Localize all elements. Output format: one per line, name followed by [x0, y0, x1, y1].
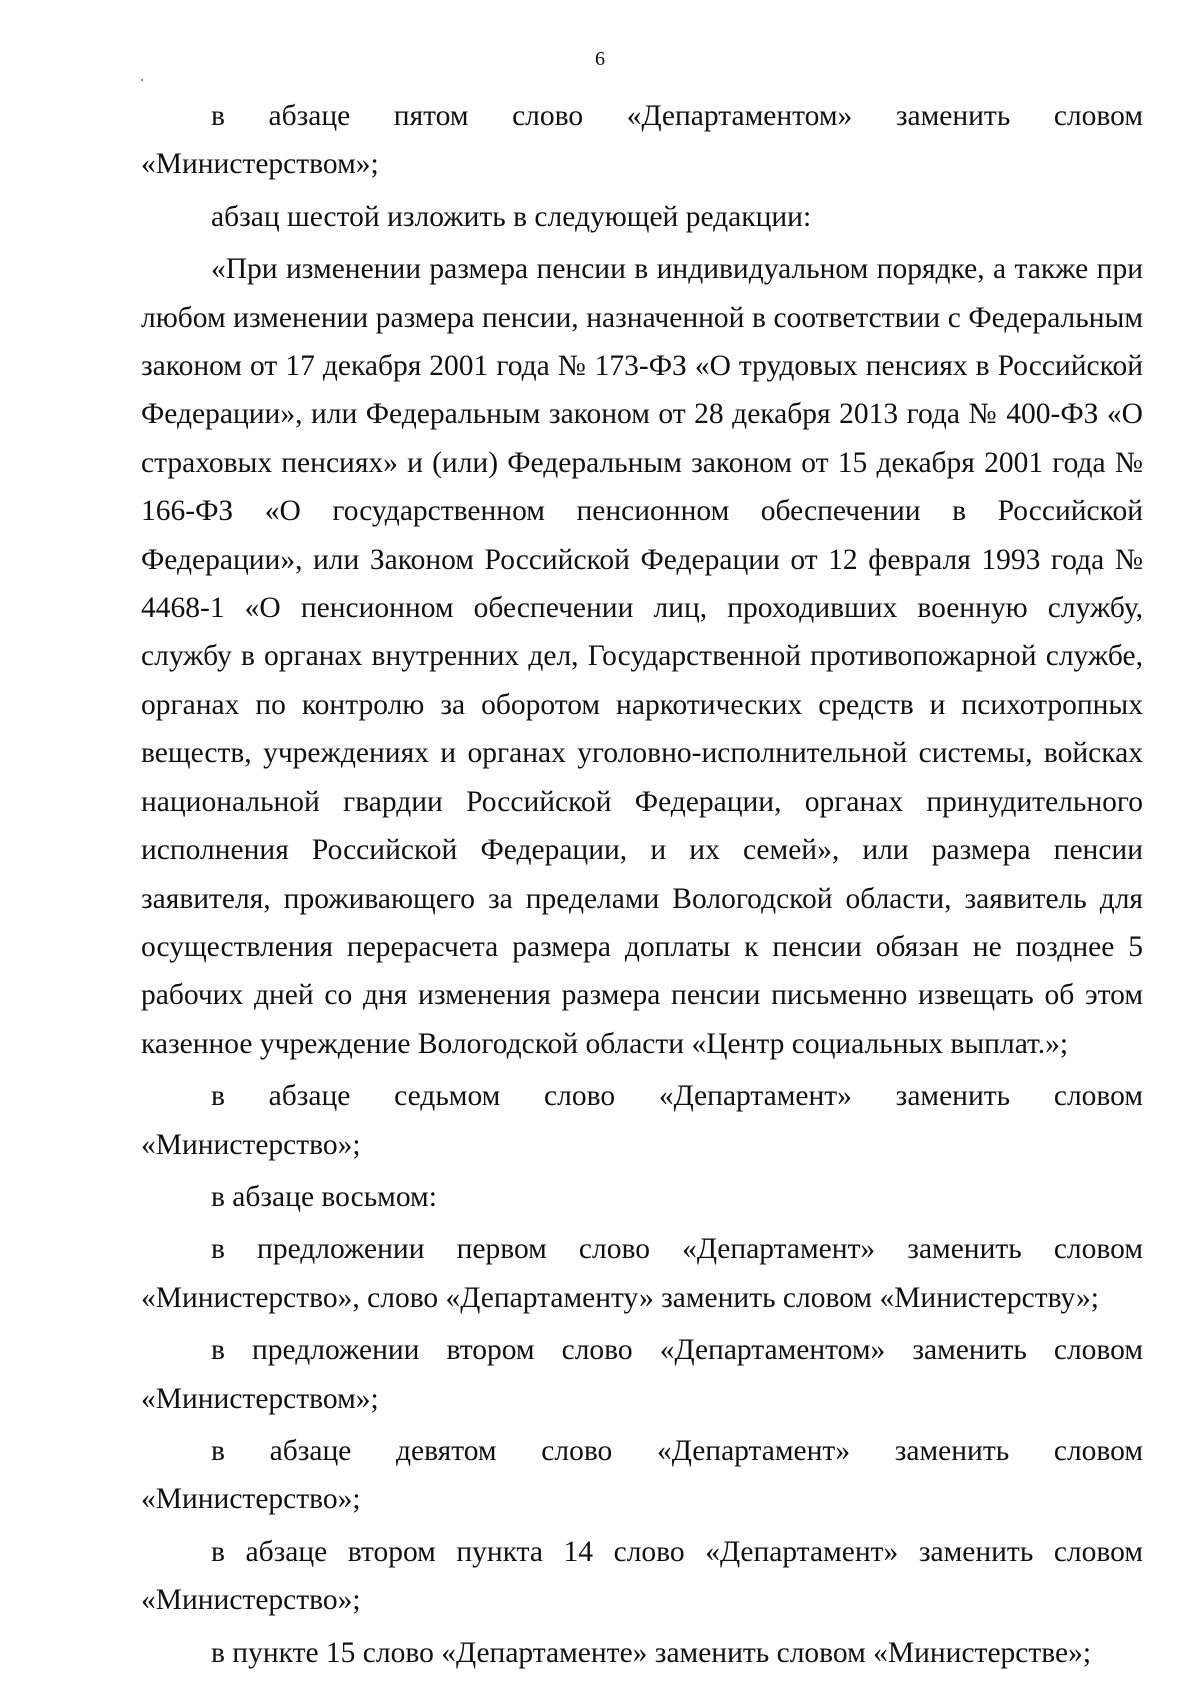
paragraph: в предложении первом слово «Департамент» заменить словом «Министерство», слово «Департаменту» заменить словом «Министерству»; [141, 1233, 1143, 1314]
document-body [141, 92, 1143, 1677]
paragraph: в абзаце втором пункта 14 слово «Департамент» заменить словом «Министерство»; [141, 1535, 1143, 1617]
paragraph: в абзаце восьмом: [211, 1180, 437, 1213]
paragraph: в абзаце седьмом слово «Департамент» заменить словом «Министерство»; [141, 1080, 1143, 1161]
paragraph: в абзаце пятом слово «Департаментом» заменить словом «Министерством»; [141, 100, 1143, 181]
paragraph: в пункте 15 слово «Департаменте» заменить словом «Министерстве»; [211, 1636, 1092, 1669]
scan-artifact [141, 79, 143, 81]
paragraph: в предложении втором слово «Департаментом» заменить словом «Министерством»; [141, 1334, 1143, 1415]
paragraph: абзац шестой изложить в следующей редакции: [211, 200, 812, 233]
paragraph: «При изменении размера пенсии в индивидуальном порядке, а также при любом изменении размера пенсии, назначенной в соответствии с Федеральным законом от 17 декабря 2001 года № 173-ФЗ «О трудовых пенсиях в Российской Федерации», или Федеральным законом от 28 декабря 2013 года № 400-ФЗ «О страховых пенсиях» и (или) Федеральным законом от 15 декабря 2001 года № 166-ФЗ «О государственном пенсионном обеспечении в Российской Федерации», или Законом Российской Федерации от 12 февраля 1993 года № 4468-1 «О пенсионном обеспечении лиц, проходивших военную службу, службу в органах внутренних дел, Государственной противопожарной службе, органах по контролю за оборотом наркотических средств и психотропных веществ, учреждениях и органах уголовно-исполнительной системы, войсках национальной гвардии Российской Федерации, органах принудительного исполнения Российской Федерации, и их семей», или размера пенсии заявителя, проживающего за пределами Вологодской области, заявитель для осуществления перерасчета размера доплаты к пенсии обязан не позднее 5 рабочих дней со дня изменения размера пенсии письменно извещать об этом казенное учреждение Вологодской области «Центр социальных выплат.»; [141, 253, 1143, 1060]
paragraph: в абзаце девятом слово «Департамент» заменить словом «Министерство»; [141, 1434, 1143, 1516]
page-number: 6 [595, 48, 605, 70]
